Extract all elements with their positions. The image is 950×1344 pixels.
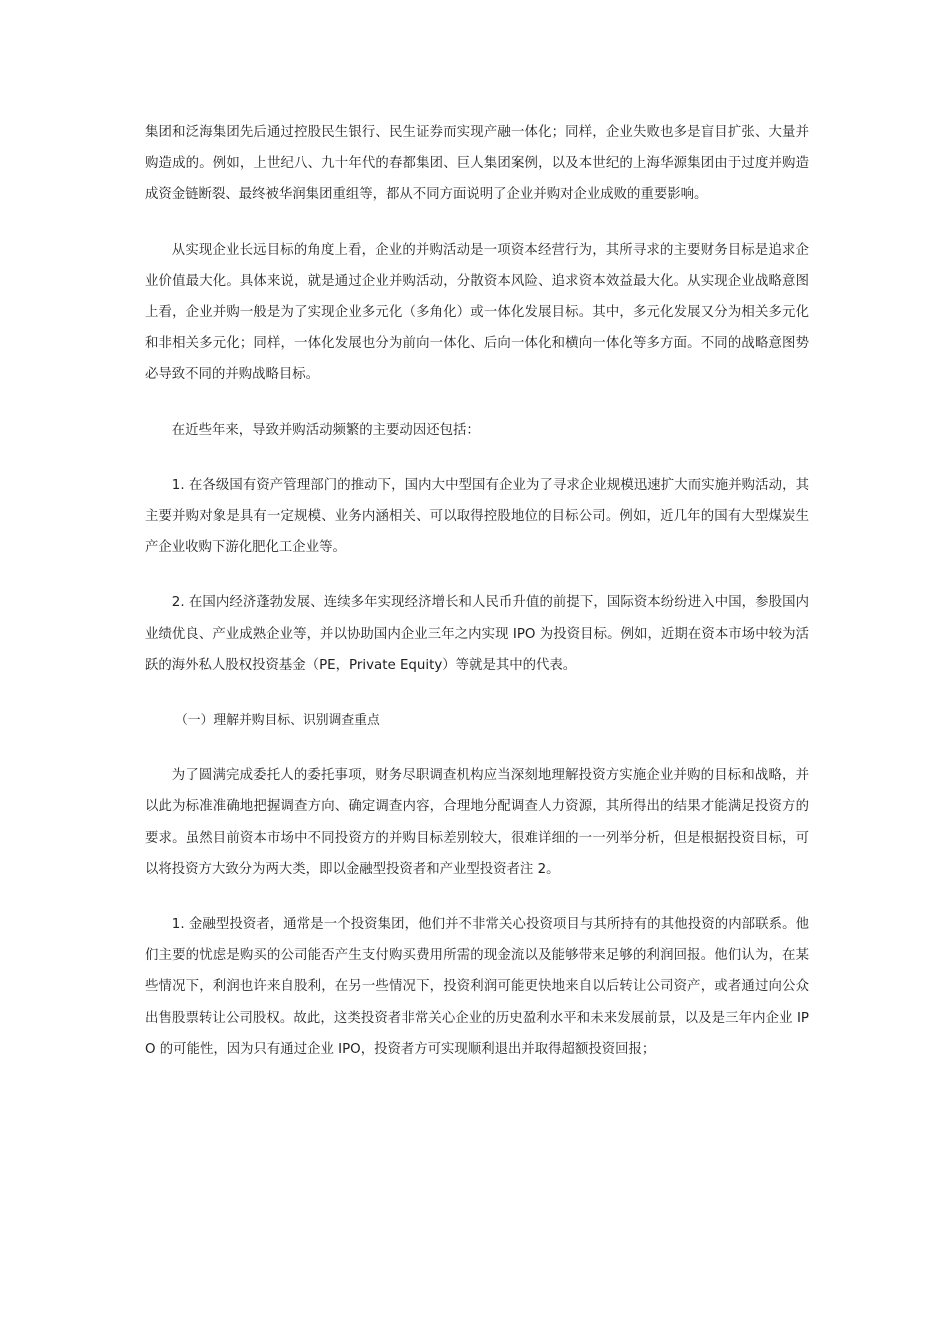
document-page	[145, 117, 809, 1089]
paragraph-3: 在近些年来，导致并购活动频繁的主要动因还包括：	[171, 422, 480, 438]
paragraph-5: 2. 在国内经济蓬勃发展、连续多年实现经济增长和人民币升值的前提下，国际资本纷纷进入中国，参股国内业绩优良、产业成熟企业等，并以协助国内企业三年之内实现 IPO 为投资目标。例如，近期在资本市场中较为活跃的海外私人股权投资基金（PE，Private Equity）等就是其中的代表。	[145, 595, 809, 673]
paragraph-1: 集团和泛海集团先后通过控股民生银行、民生证券而实现产融一体化；同样，企业失败也多是盲目扩张、大量并购造成的。例如，上世纪八、九十年代的春都集团、巨人集团案例，以及本世纪的上海华源集团由于过度并购造成资金链断裂、最终被华润集团重组等，都从不同方面说明了企业并购对企业成败的重要影响。	[145, 125, 809, 203]
section-heading: （一）理解并购目标、识别调查重点	[175, 713, 380, 729]
paragraph-2: 从实现企业长远目标的角度上看，企业的并购活动是一项资本经营行为，其所寻求的主要财务目标是追求企业价值最大化。具体来说，就是通过企业并购活动，分散资本风险、追求资本效益最大化。从实现企业战略意图上看，企业并购一般是为了实现企业多元化（多角化）或一体化发展目标。其中，多元化发展又分为相关多元化和非相关多元化；同样，一体化发展也分为前向一体化、后向一体化和横向一体化等多方面。不同的战略意图势必导致不同的并购战略目标。	[145, 242, 809, 383]
paragraph-6: 为了圆满完成委托人的委托事项，财务尽职调查机构应当深刻地理解投资方实施企业并购的目标和战略，并以此为标准准确地把握调查方向、确定调查内容，合理地分配调查人力资源，其所得出的结果才能满足投资方的要求。虽然目前资本市场中不同投资方的并购目标差别较大，很难详细的一一列举分析，但是根据投资目标，可以将投资方大致分为两大类，即以金融型投资者和产业型投资者注 2。	[145, 768, 809, 877]
paragraph-7: 1. 金融型投资者，通常是一个投资集团，他们并不非常关心投资项目与其所持有的其他投资的内部联系。他们主要的忧虑是购买的公司能否产生支付购买费用所需的现金流以及能够带来足够的利润回报。他们认为，在某些情况下，利润也许来自股利，在另一些情况下，投资利润可能更快地来自以后转让公司资产，或者通过向公众出售股票转让公司股权。故此，这类投资者非常关心企业的历史盈利水平和未来发展前景，以及是三年内企业 IPO 的可能性，因为只有通过企业 IPO，投资者方可实现顺利退出并取得超额投资回报；	[145, 917, 809, 1057]
paragraph-4: 1. 在各级国有资产管理部门的推动下，国内大中型国有企业为了寻求企业规模迅速扩大而实施并购活动，其主要并购对象是具有一定规模、业务内涵相关、可以取得控股地位的目标公司。例如，近几年的国有大型煤炭生产企业收购下游化肥化工企业等。	[145, 477, 809, 556]
